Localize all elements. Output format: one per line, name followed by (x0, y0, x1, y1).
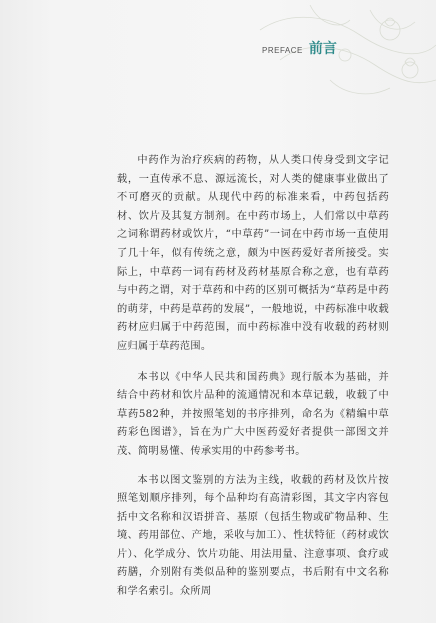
chinese-title: 前言 (308, 41, 337, 57)
paragraph-1: 中药作为治疗疾病的药物，从人类口传身受到文字记载，一直传承不息、源远流长，对人类的健康事业做出了不可磨灭的贡献。从现代中药的标准来看，中药包括药材、饮片及其复方制剂。在中药市场上，人们常以中草药之词称谓药材或饮片，“中草药”一词在中药市场一直使用了几十年，似有传统之意，颇为中医药爱好者所接受。实际上，中草药一词有药材及药材基原合称之意，也有草药与中药之谓，对于草药和中药的区别可概括为“草药是中药的萌芽，中药是草药的发展”，一般地说，中药标准中收载药材应归属于中药范围，而中药标准中没有收载的药材则应归属于草药范围。 (117, 155, 389, 352)
english-title: PREFACE (262, 46, 303, 55)
page-header (262, 38, 337, 58)
paragraph-2: 本书以《中华人民共和国药典》现行版本为基础，并结合中药材和饮片品种的流通情况和本草记载，收载了中草药582种，并按照笔划的书序排列，命名为《精编中草药彩色图谱》，旨在为广大中医药爱好者提供一部图文并茂、简明易懂、传承实用的中药参考书。 (117, 371, 389, 457)
paragraph-3: 本书以图文鉴别的方法为主线，收载的药材及饮片按照笔划顺序排列，每个品种均有高清彩图，其文字内容包括中文名称和汉语拼音、基原（包括生物或矿物品种、生境、药用部位、产地，采收与加工）、性状特征（药材或饮片）、化学成分、饮片功能、用法用量、注意事项、食疗或药膳，介别附有类似品种的鉴别要点，书后附有中文名称和学名索引。众所周 (117, 474, 389, 598)
preface-body (117, 152, 389, 614)
